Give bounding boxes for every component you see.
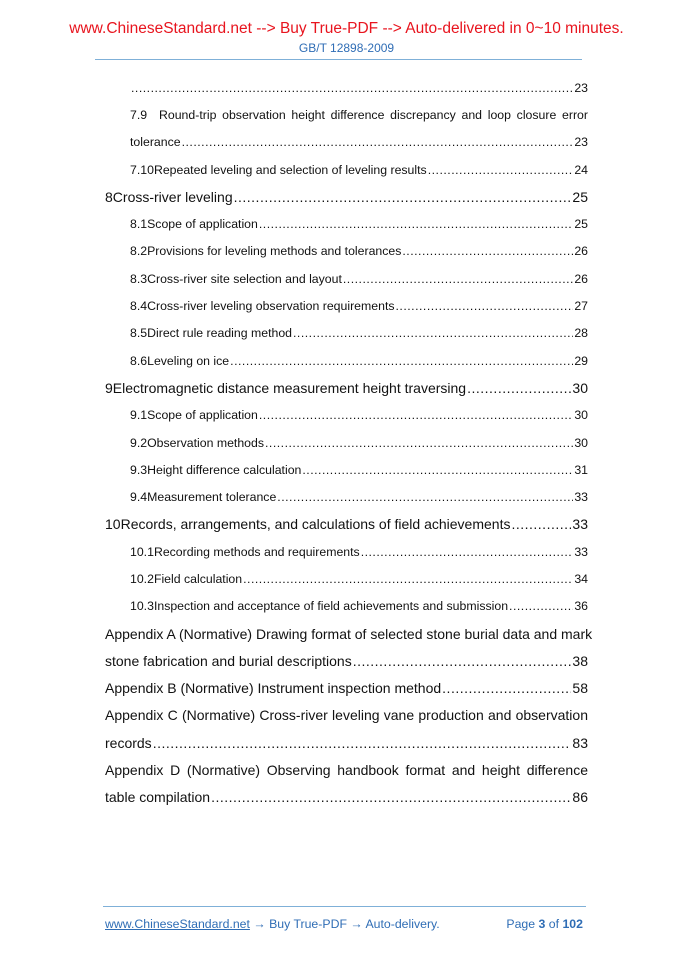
toc-title: Electromagnetic distance measurement height traversing bbox=[112, 379, 467, 396]
toc-page: 33 bbox=[572, 516, 588, 533]
dot-leader bbox=[511, 516, 571, 532]
toc-title: Height difference calculation bbox=[147, 462, 302, 477]
toc-title: table compilation bbox=[105, 789, 211, 806]
dot-leader bbox=[265, 436, 573, 450]
toc-title: Round-trip observation height difference discrepancy and loop closure error bbox=[159, 107, 588, 122]
table-of-contents bbox=[0, 74, 693, 811]
toc-title: stone fabrication and burial descriptions bbox=[105, 652, 352, 669]
toc-page: 33 bbox=[574, 490, 588, 505]
toc-page: 27 bbox=[574, 299, 588, 314]
dot-leader bbox=[230, 354, 573, 368]
toc-title: Measurement tolerance bbox=[147, 490, 277, 505]
dot-leader bbox=[396, 299, 574, 313]
toc-entry[interactable] bbox=[105, 620, 593, 647]
toc-entry[interactable] bbox=[130, 210, 588, 237]
dot-leader bbox=[259, 408, 573, 422]
toc-page: 29 bbox=[574, 353, 588, 368]
toc-page: 28 bbox=[574, 326, 588, 341]
toc-entry[interactable] bbox=[130, 292, 588, 319]
toc-page: 26 bbox=[574, 244, 588, 259]
toc-entry[interactable] bbox=[105, 374, 588, 401]
dot-leader bbox=[234, 189, 572, 205]
toc-page: 83 bbox=[572, 734, 588, 751]
toc-entry[interactable] bbox=[105, 702, 588, 729]
toc-entry[interactable] bbox=[130, 593, 588, 620]
toc-number: 9.2 bbox=[130, 435, 148, 450]
toc-page: 23 bbox=[574, 135, 588, 150]
toc-number: 8.4 bbox=[130, 299, 148, 314]
toc-entry[interactable] bbox=[130, 483, 588, 510]
dot-leader bbox=[442, 680, 571, 696]
toc-entry[interactable] bbox=[130, 238, 588, 265]
dot-leader bbox=[153, 735, 572, 751]
toc-number: 8 bbox=[105, 188, 113, 205]
page-total: 102 bbox=[562, 917, 583, 931]
toc-page: 34 bbox=[574, 571, 588, 586]
toc-number: 9.3 bbox=[130, 462, 148, 477]
toc-title: Direct rule reading method bbox=[147, 326, 293, 341]
dot-leader bbox=[259, 217, 573, 231]
dot-leader bbox=[302, 463, 573, 477]
toc-number: 7.9 bbox=[130, 107, 148, 122]
toc-entry[interactable] bbox=[105, 756, 588, 783]
toc-page: 26 bbox=[574, 271, 588, 286]
toc-title: Observation methods bbox=[147, 435, 264, 450]
toc-title: Records, arrangements, and calculations of field achievements bbox=[120, 516, 511, 533]
toc-number: 8.2 bbox=[130, 244, 148, 259]
header-banner[interactable]: www.ChineseStandard.net --> Buy True-PDF --> Auto-delivered in 0~10 minutes. bbox=[69, 20, 624, 37]
dot-leader bbox=[402, 244, 573, 258]
toc-title: Inspection and acceptance of field achievements and submission bbox=[153, 599, 509, 614]
dot-leader bbox=[131, 81, 573, 95]
toc-page: 30 bbox=[572, 379, 588, 396]
toc-entry[interactable] bbox=[130, 129, 588, 156]
toc-page: 31 bbox=[574, 462, 588, 477]
footer-delivery: Auto-delivery. bbox=[365, 917, 440, 931]
dot-leader bbox=[211, 789, 571, 805]
toc-number: 9.1 bbox=[130, 408, 148, 423]
toc-page: 25 bbox=[574, 217, 588, 232]
dot-leader bbox=[182, 135, 574, 149]
toc-title: Appendix A (Normative) Drawing format of selected stone burial data and mark bbox=[105, 625, 593, 642]
toc-number: 8.6 bbox=[130, 353, 148, 368]
dot-leader bbox=[293, 326, 573, 340]
toc-page: 36 bbox=[574, 599, 588, 614]
arrow-icon: → bbox=[253, 917, 266, 931]
dot-leader bbox=[277, 490, 573, 504]
toc-entry[interactable] bbox=[130, 456, 588, 483]
toc-entry[interactable] bbox=[105, 784, 588, 811]
toc-title: Scope of application bbox=[147, 217, 258, 232]
toc-number: 7.10 bbox=[130, 162, 154, 177]
toc-number: 10.1 bbox=[130, 544, 154, 559]
dot-leader bbox=[467, 380, 571, 396]
footer bbox=[105, 917, 583, 931]
toc-title: Repeated leveling and selection of leveling results bbox=[153, 162, 427, 177]
toc-number: 10.3 bbox=[130, 599, 154, 614]
toc-entry[interactable] bbox=[130, 347, 588, 374]
toc-title: Recording methods and requirements bbox=[153, 544, 360, 559]
toc-number: 10 bbox=[105, 516, 121, 533]
toc-title: records bbox=[105, 734, 152, 751]
toc-entry[interactable] bbox=[130, 265, 588, 292]
toc-entry[interactable] bbox=[105, 511, 588, 538]
toc-number: 8.5 bbox=[130, 326, 148, 341]
toc-page: 86 bbox=[572, 789, 588, 806]
toc-page: 23 bbox=[574, 80, 588, 95]
toc-title: Cross-river leveling observation requirements bbox=[147, 299, 395, 314]
dot-leader bbox=[361, 545, 574, 559]
page-indicator: Page 3 of 102 bbox=[506, 917, 583, 931]
dot-leader bbox=[353, 653, 572, 669]
toc-page: 38 bbox=[572, 652, 588, 669]
footer-link[interactable]: www.ChineseStandard.net bbox=[105, 917, 250, 931]
page-number: 3 bbox=[538, 917, 546, 931]
toc-number: 8.1 bbox=[130, 217, 148, 232]
toc-title: tolerance bbox=[130, 135, 181, 150]
toc-entry[interactable] bbox=[105, 183, 588, 210]
toc-entry[interactable] bbox=[105, 675, 588, 702]
toc-entry[interactable] bbox=[130, 156, 588, 183]
toc-number: 9.4 bbox=[130, 490, 148, 505]
toc-title: Field calculation bbox=[153, 571, 243, 586]
header-divider bbox=[95, 59, 582, 60]
toc-number: 10.2 bbox=[130, 571, 154, 586]
toc-title: Appendix D (Normative) Observing handbook format and height difference bbox=[105, 762, 588, 779]
toc-title: Appendix B (Normative) Instrument inspection method bbox=[105, 680, 442, 697]
footer-divider bbox=[103, 906, 586, 907]
toc-entry[interactable] bbox=[130, 538, 588, 565]
toc-number: 9 bbox=[105, 379, 113, 396]
toc-title: Cross-river site selection and layout bbox=[147, 271, 342, 286]
arrow-icon: → bbox=[350, 917, 363, 931]
toc-page: 30 bbox=[574, 408, 588, 423]
toc-entry[interactable] bbox=[130, 74, 588, 101]
dot-leader bbox=[343, 272, 573, 286]
footer-buy: Buy True-PDF bbox=[269, 917, 347, 931]
toc-title: Scope of application bbox=[147, 408, 258, 423]
toc-page: 58 bbox=[572, 680, 588, 697]
toc-entry[interactable] bbox=[130, 320, 588, 347]
toc-page: 24 bbox=[574, 162, 588, 177]
toc-entry[interactable] bbox=[130, 565, 588, 592]
toc-title: Leveling on ice bbox=[147, 353, 230, 368]
toc-entry[interactable] bbox=[130, 429, 588, 456]
toc-number: 8.3 bbox=[130, 271, 148, 286]
toc-page: 30 bbox=[574, 435, 588, 450]
toc-entry[interactable] bbox=[105, 647, 588, 674]
toc-title: Cross-river leveling bbox=[112, 188, 233, 205]
toc-title: Appendix C (Normative) Cross-river leveling vane production and observation bbox=[105, 707, 588, 724]
dot-leader bbox=[509, 599, 573, 613]
toc-entry[interactable] bbox=[130, 101, 588, 128]
dot-leader bbox=[428, 163, 574, 177]
dot-leader bbox=[243, 572, 573, 586]
standard-number: GB/T 12898-2009 bbox=[298, 41, 395, 55]
toc-title: Provisions for leveling methods and tolerances bbox=[147, 244, 402, 259]
toc-page: 25 bbox=[572, 188, 588, 205]
toc-entry[interactable] bbox=[130, 402, 588, 429]
toc-page: 33 bbox=[574, 544, 588, 559]
toc-entry[interactable] bbox=[105, 729, 588, 756]
